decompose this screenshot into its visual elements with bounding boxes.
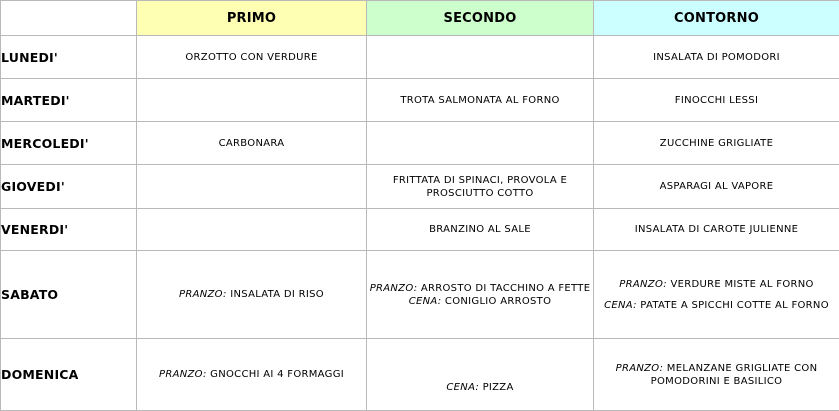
secondo-giovedi	[367, 165, 594, 209]
day-row-mercoledi	[1, 122, 839, 165]
pranzo-label: PRANZO:	[619, 278, 667, 290]
contorno-sabato-cena-line	[594, 299, 839, 312]
primo-venerdi	[137, 209, 367, 251]
secondo-domenica	[367, 339, 594, 411]
contorno-header: CONTORNO	[594, 1, 839, 36]
pranzo-label: PRANZO:	[158, 369, 207, 380]
secondo-domenica-cena-line	[367, 355, 593, 394]
primo-mercoledi: CARBONARA	[137, 122, 367, 165]
day-label-martedi: MARTEDI'	[1, 79, 137, 122]
contorno-sabato-cena: PATATE A SPICCHI COTTE AL FORNO	[640, 299, 829, 311]
secondo-domenica-cena: PIZZA	[482, 382, 514, 393]
day-row-martedi	[1, 79, 839, 122]
primo-sabato	[137, 251, 367, 339]
secondo-sabato-cena-line	[367, 295, 593, 308]
contorno-mercoledi: ZUCCHINE GRIGLIATE	[594, 122, 839, 165]
day-label-mercoledi: MERCOLEDI'	[1, 122, 137, 165]
header-row	[1, 1, 839, 36]
day-row-domenica	[1, 339, 839, 411]
day-row-lunedi	[1, 36, 839, 79]
pranzo-label: PRANZO:	[179, 289, 227, 300]
secondo-mercoledi	[367, 122, 594, 165]
cena-label: CENA:	[604, 299, 637, 311]
primo-sabato-pranzo: INSALATA DI RISO	[230, 289, 324, 300]
pranzo-label: PRANZO:	[615, 362, 664, 374]
secondo-sabato-cena: CONIGLIO ARROSTO	[444, 295, 552, 307]
cena-label: CENA:	[446, 382, 480, 393]
secondo-giovedi-line1: FRITTATA DI SPINACI, PROVOLA E	[392, 174, 568, 186]
day-row-giovedi	[1, 165, 839, 209]
secondo-header: SECONDO	[367, 1, 594, 36]
contorno-venerdi: INSALATA DI CAROTE JULIENNE	[594, 209, 839, 251]
day-label-lunedi: LUNEDI'	[1, 36, 137, 79]
secondo-lunedi	[367, 36, 594, 79]
contorno-domenica-pranzo-1: MELANZANE GRIGLIATE CON	[666, 362, 818, 374]
day-label-giovedi: GIOVEDI'	[1, 165, 137, 209]
pranzo-label: PRANZO:	[369, 282, 418, 294]
contorno-lunedi: INSALATA DI POMODORI	[594, 36, 839, 79]
primo-martedi	[137, 79, 367, 122]
secondo-martedi: TROTA SALMONATA AL FORNO	[367, 79, 594, 122]
primo-domenica	[137, 339, 367, 411]
contorno-domenica-line1	[594, 362, 839, 375]
contorno-sabato-pranzo: VERDURE MISTE AL FORNO	[670, 278, 814, 290]
primo-header: PRIMO	[137, 1, 367, 36]
contorno-domenica-pranzo-2: POMODORINI E BASILICO	[650, 375, 783, 387]
contorno-sabato	[594, 251, 839, 339]
secondo-venerdi: BRANZINO AL SALE	[367, 209, 594, 251]
primo-domenica-pranzo: GNOCCHI AI 4 FORMAGGI	[210, 369, 344, 380]
primo-giovedi	[137, 165, 367, 209]
secondo-sabato-pranzo: ARROSTO DI TACCHINO A FETTE	[420, 282, 591, 294]
corner-cell	[1, 1, 137, 36]
primo-lunedi: ORZOTTO CON VERDURE	[137, 36, 367, 79]
day-row-sabato	[1, 251, 839, 339]
contorno-domenica	[594, 339, 839, 411]
secondo-sabato-pranzo-line	[367, 282, 593, 295]
day-label-domenica: DOMENICA	[1, 339, 137, 411]
day-label-sabato: SABATO	[1, 251, 137, 339]
day-label-venerdi: VENERDI'	[1, 209, 137, 251]
secondo-giovedi-line2: PROSCIUTTO COTTO	[426, 187, 534, 199]
contorno-sabato-pranzo-line	[594, 278, 839, 291]
day-row-venerdi	[1, 209, 839, 251]
secondo-sabato	[367, 251, 594, 339]
contorno-giovedi: ASPARAGI AL VAPORE	[594, 165, 839, 209]
contorno-martedi: FINOCCHI LESSI	[594, 79, 839, 122]
cena-label: CENA:	[408, 295, 442, 307]
